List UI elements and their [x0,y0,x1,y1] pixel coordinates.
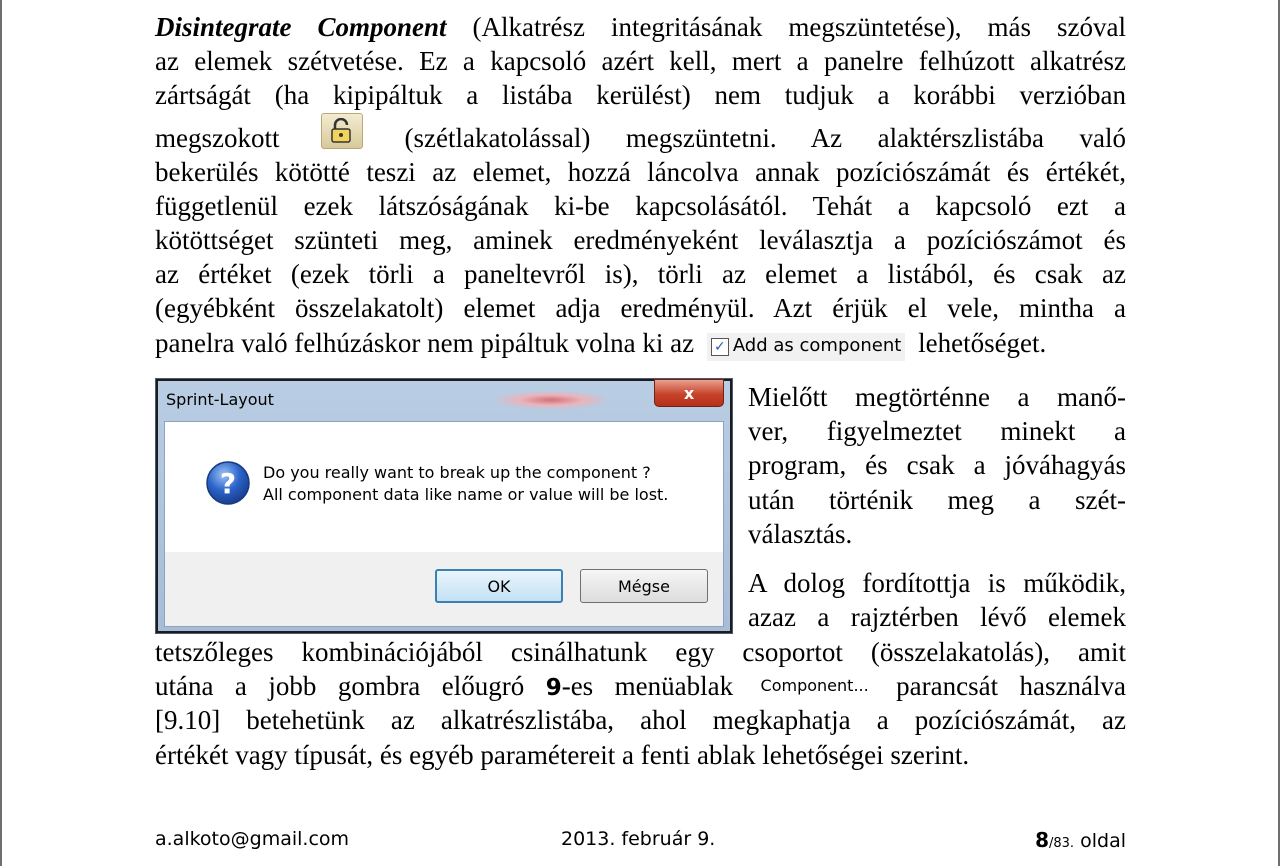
dialog-body [164,421,724,627]
term-title: Disintegrate Component [155,12,447,42]
add-as-component-label: Add as component [732,335,902,357]
para1-line-8: az értéket (ezek törli a paneltevről is), törli az elemet a listából, és csak az [155,259,1126,290]
para2-line-2c: parancsát használva [896,671,1126,702]
footer-page-number [1035,828,1126,852]
side-line-6: A dolog fordítottja is működik, [748,568,1126,598]
side-line-3: program, és csak a jóváhagyás [748,450,1126,481]
para1-line-3: zártságát (ha kipipáltuk a listába kerülést) nem tudjuk a korábbi verzióban [155,80,1126,111]
para1-line-10a: panelra való felhúzáskor nem pipáltuk volna ki az [155,327,695,358]
page-suffix: oldal [1074,830,1126,852]
checkbox-checked-icon: ✓ [711,338,729,356]
dialog-message-line-2: All component data like name or value will be lost. [263,485,669,504]
component-menu-item-image: Component... [760,676,869,696]
side-line-7: azaz a rajztérben lévő elemek [748,602,1126,633]
para1-line-4a: megszokott [155,122,280,153]
dialog-message-line-1: Do you really want to break up the component ? [263,463,651,482]
footer-date: 2013. február 9. [561,828,716,850]
add-as-component-checkbox-image [707,333,906,361]
side-paragraph-2 [748,566,1126,634]
page-total: /83. [1049,836,1075,851]
cancel-button[interactable]: Mégse [580,569,708,603]
dialog-close-button[interactable]: x [654,379,724,407]
para2-line-2b: -es menüablak [561,671,734,702]
para2-line-4: értékét vagy típusát, és egyéb paramétereit a fenti ablak lehetőségei szerint. [155,739,970,770]
paragraph-1 [155,10,1126,360]
dialog-content [165,422,723,552]
para1-line-4 [155,113,1126,155]
page-footer [155,828,1126,854]
side-line-2: ver, figyelmeztet minekt a [748,416,1126,447]
para1-line-7: kötöttséget szünteti meg, aminek eredményeként leválasztja a pozíciószámot és [155,224,1126,255]
para1-line-4b: (szétlakatolással) megszüntetni. Az alaktérszlistába való [404,122,1126,153]
para2-line-1: tetszőleges kombinációjából csinálhatunk egy csoportot (összelakatolás), amit [155,637,1126,667]
para2-line-2a: utána a jobb gombra előugró [155,671,525,702]
side-paragraph-1 [748,380,1126,551]
para1-line-1 [155,10,1126,44]
side-line-1: Mielőtt megtörténne a manő- [748,382,1126,412]
para1-line-2: az elemek szétvetése. Ez a kapcsoló azért kell, mert a panelre felhúzott alkatrész [155,46,1126,77]
ok-button[interactable]: OK [435,569,563,603]
para1-line-10 [155,326,1126,360]
svg-text:?: ? [219,467,237,500]
dialog-title: Sprint-Layout [166,390,274,409]
paragraph-2 [155,635,1126,772]
menu-number: 9 [545,675,562,702]
sprint-layout-dialog [155,378,733,634]
para1-line-9: (egyébként összelakatolt) elemet adja eredményül. Azt érjük el vele, mintha a [155,293,1126,324]
title-bar-blur [496,391,606,409]
para2-line-2 [155,669,1126,703]
para1-line-6: függetlenül ezek látszóságának ki-be kapcsolásától. Tehát a kapcsoló ezt a [155,190,1126,221]
unlock-icon [321,113,363,149]
side-line-5: választás. [748,518,853,549]
para2-line-3: [9.10] betehetünk az alkatrészlistába, ahol megkaphatja a pozíciószámát, az [155,705,1126,736]
para1-line-10b: lehetőséget. [918,327,1047,358]
dialog-message [263,462,668,506]
question-icon [205,460,251,506]
para1-line-1-text: (Alkatrész integritásának megszüntetése), más szóval [446,12,1126,42]
page-number: 8 [1035,828,1049,852]
page-border-left [0,0,2,866]
para1-line-5: bekerülés kötötté teszi az elemet, hozzá láncolva annak pozíciószámát és értékét, [155,156,1126,187]
footer-email: a.alkoto@gmail.com [155,828,350,850]
side-line-4: után történik meg a szét- [748,484,1126,515]
